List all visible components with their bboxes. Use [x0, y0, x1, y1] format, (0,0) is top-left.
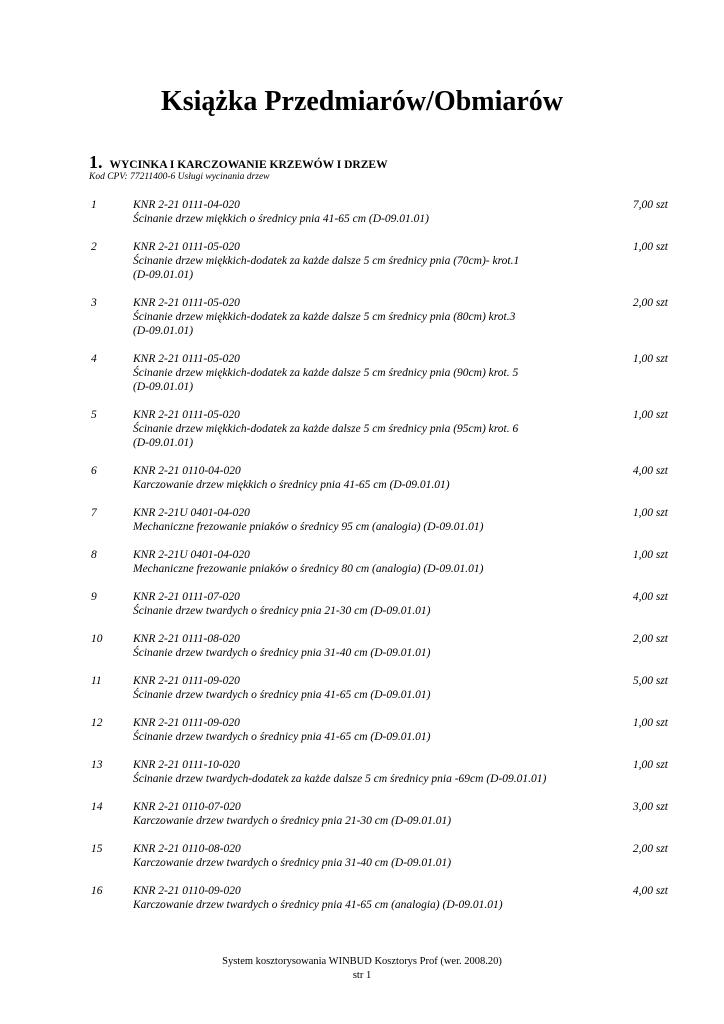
item-code: KNR 2-21 0111-07-020	[133, 591, 240, 603]
item-quantity: 3,00 szt	[632, 801, 668, 813]
item-quantity: 5,00 szt	[632, 675, 668, 687]
item-number: 7	[91, 507, 97, 519]
item-description-line: Ścinanie drzew miękkich-dodatek za każde dalsze 5 cm średnicy pnia (95cm) krot. 6	[133, 423, 519, 435]
item-code: KNR 2-21U 0401-04-020	[133, 549, 250, 561]
list-item	[0, 240, 724, 296]
item-description-line: Karczowanie drzew twardych o średnicy pnia 41-65 cm (analogia) (D-09.01.01)	[133, 899, 503, 911]
item-number: 10	[91, 633, 103, 645]
item-body	[133, 842, 603, 870]
list-item	[0, 632, 724, 674]
list-item	[0, 548, 724, 590]
item-number: 13	[91, 759, 103, 771]
item-body	[133, 198, 603, 226]
item-number: 9	[91, 591, 97, 603]
item-quantity: 4,00 szt	[632, 591, 668, 603]
cpv-code: Kod CPV: 77211400-6 Usługi wycinania drzew	[89, 172, 270, 182]
item-number: 1	[91, 199, 97, 211]
item-code: KNR 2-21 0110-09-020	[133, 885, 241, 897]
item-description-line: Mechaniczne frezowanie pniaków o średnicy 95 cm (analogia) (D-09.01.01)	[133, 521, 484, 533]
list-item	[0, 408, 724, 464]
item-body	[133, 408, 603, 450]
item-description-line: Karczowanie drzew miękkich o średnicy pnia 41-65 cm (D-09.01.01)	[133, 479, 450, 491]
list-item	[0, 506, 724, 548]
item-code: KNR 2-21 0111-05-020	[133, 409, 240, 421]
item-number: 16	[91, 885, 103, 897]
item-body	[133, 590, 603, 618]
item-description-line: Karczowanie drzew twardych o średnicy pnia 21-30 cm (D-09.01.01)	[133, 815, 452, 827]
item-description-line: Karczowanie drzew twardych o średnicy pnia 31-40 cm (D-09.01.01)	[133, 857, 452, 869]
list-item	[0, 716, 724, 758]
item-number: 8	[91, 549, 97, 561]
item-quantity: 1,00 szt	[632, 353, 668, 365]
item-number: 4	[91, 353, 97, 365]
footer-page-number: str 1	[352, 970, 372, 981]
list-item	[0, 198, 724, 240]
item-number: 11	[91, 675, 102, 687]
item-description-line: Ścinanie drzew miękkich o średnicy pnia 41-65 cm (D-09.01.01)	[133, 213, 429, 225]
item-list	[0, 198, 724, 926]
item-code: KNR 2-21 0111-04-020	[133, 199, 240, 211]
item-code: KNR 2-21 0111-05-020	[133, 241, 240, 253]
item-number: 3	[91, 297, 97, 309]
item-description-line: (D-09.01.01)	[133, 325, 194, 337]
item-quantity: 1,00 szt	[632, 507, 668, 519]
item-description-line: Ścinanie drzew miękkich-dodatek za każde dalsze 5 cm średnicy pnia (80cm) krot.3	[133, 311, 516, 323]
list-item	[0, 842, 724, 884]
page-footer	[0, 955, 724, 983]
item-body	[133, 240, 603, 282]
item-code: KNR 2-21 0111-10-020	[133, 759, 240, 771]
footer-system: System kosztorysowania WINBUD Kosztorys Prof (wer. 2008.20)	[222, 956, 502, 967]
item-code: KNR 2-21 0111-09-020	[133, 717, 240, 729]
item-description-line: Ścinanie drzew miękkich-dodatek za każde dalsze 5 cm średnicy pnia (90cm) krot. 5	[133, 367, 519, 379]
item-code: KNR 2-21 0111-09-020	[133, 675, 240, 687]
item-quantity: 7,00 szt	[632, 199, 668, 211]
list-item	[0, 464, 724, 506]
section-name: WYCINKA I KARCZOWANIE KRZEWÓW I DRZEW	[109, 159, 388, 171]
list-item	[0, 674, 724, 716]
item-description-line: Ścinanie drzew twardych o średnicy pnia 21-30 cm (D-09.01.01)	[133, 605, 431, 617]
item-number: 6	[91, 465, 97, 477]
item-number: 15	[91, 843, 103, 855]
item-quantity: 1,00 szt	[632, 241, 668, 253]
item-code: KNR 2-21U 0401-04-020	[133, 507, 250, 519]
item-description-line: Ścinanie drzew miękkich-dodatek za każde dalsze 5 cm średnicy pnia (70cm)- krot.1	[133, 255, 520, 267]
item-body	[133, 296, 603, 338]
item-code: KNR 2-21 0111-05-020	[133, 353, 240, 365]
item-number: 12	[91, 717, 103, 729]
section-heading	[89, 152, 388, 173]
item-number: 14	[91, 801, 103, 813]
item-description-line: Mechaniczne frezowanie pniaków o średnicy 80 cm (analogia) (D-09.01.01)	[133, 563, 484, 575]
item-quantity: 1,00 szt	[632, 549, 668, 561]
item-body	[133, 464, 603, 492]
item-body	[133, 884, 603, 912]
item-code: KNR 2-21 0111-05-020	[133, 297, 240, 309]
item-description-line: Ścinanie drzew twardych o średnicy pnia 41-65 cm (D-09.01.01)	[133, 689, 431, 701]
item-quantity: 2,00 szt	[632, 633, 668, 645]
item-code: KNR 2-21 0110-04-020	[133, 465, 241, 477]
item-quantity: 2,00 szt	[632, 297, 668, 309]
item-description-line: Ścinanie drzew twardych o średnicy pnia 31-40 cm (D-09.01.01)	[133, 647, 431, 659]
list-item	[0, 296, 724, 352]
item-body	[133, 800, 603, 828]
item-description-line: Ścinanie drzew twardych o średnicy pnia 41-65 cm (D-09.01.01)	[133, 731, 431, 743]
item-quantity: 2,00 szt	[632, 843, 668, 855]
item-body	[133, 506, 603, 534]
item-description-line: (D-09.01.01)	[133, 269, 194, 281]
item-description-line: (D-09.01.01)	[133, 437, 194, 449]
list-item	[0, 758, 724, 800]
list-item	[0, 800, 724, 842]
item-quantity: 4,00 szt	[632, 465, 668, 477]
item-code: KNR 2-21 0110-07-020	[133, 801, 241, 813]
item-quantity: 1,00 szt	[632, 409, 668, 421]
list-item	[0, 352, 724, 408]
item-code: KNR 2-21 0110-08-020	[133, 843, 241, 855]
item-number: 5	[91, 409, 97, 421]
item-body	[133, 758, 603, 786]
list-item	[0, 590, 724, 632]
item-body	[133, 674, 603, 702]
page-title: Książka Przedmiarów/Obmiarów	[160, 86, 564, 117]
item-number: 2	[91, 241, 97, 253]
item-quantity: 1,00 szt	[632, 717, 668, 729]
item-body	[133, 352, 603, 394]
item-code: KNR 2-21 0111-08-020	[133, 633, 240, 645]
item-quantity: 4,00 szt	[632, 885, 668, 897]
item-quantity: 1,00 szt	[632, 759, 668, 771]
item-description-line: Ścinanie drzew twardych-dodatek za każde dalsze 5 cm średnicy pnia -69cm (D-09.01.01)	[133, 773, 547, 785]
list-item	[0, 884, 724, 926]
item-body	[133, 548, 603, 576]
section-number: 1.	[89, 152, 103, 172]
item-body	[133, 716, 603, 744]
item-description-line: (D-09.01.01)	[133, 381, 194, 393]
item-body	[133, 632, 603, 660]
